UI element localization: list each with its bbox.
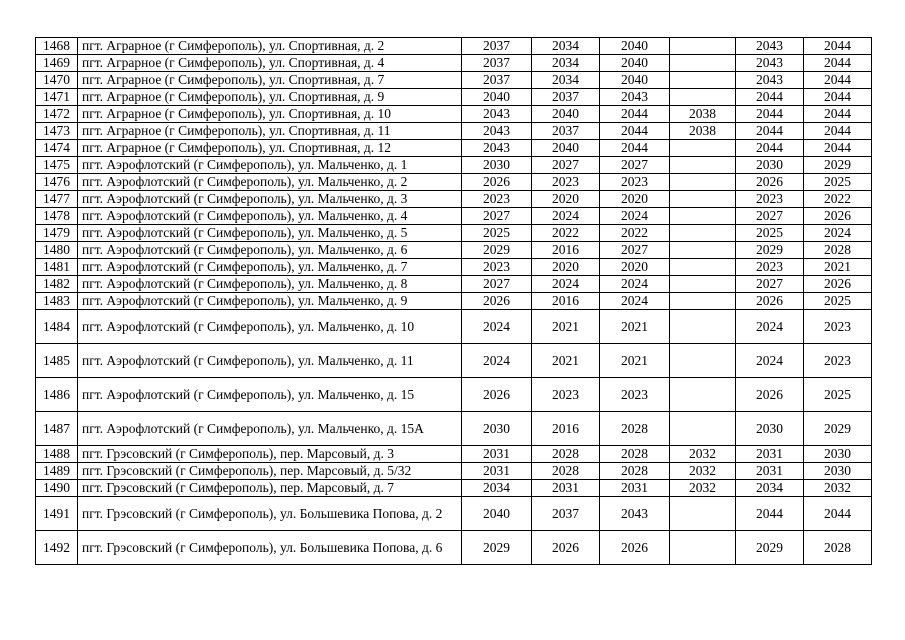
year-cell-4 [670, 242, 736, 259]
table-body [36, 38, 872, 565]
year-cell-4: 2038 [670, 106, 736, 123]
year-cell-1: 2024 [462, 344, 532, 378]
year-cell-3: 2040 [600, 55, 670, 72]
year-cell-1: 2040 [462, 497, 532, 531]
year-cell-3: 2028 [600, 412, 670, 446]
year-cell-2: 2027 [532, 157, 600, 174]
year-cell-5: 2030 [736, 412, 804, 446]
row-number-cell: 1471 [36, 89, 78, 106]
year-cell-1: 2043 [462, 123, 532, 140]
year-cell-4 [670, 72, 736, 89]
year-cell-3: 2024 [600, 208, 670, 225]
table-row [36, 191, 872, 208]
year-cell-3: 2031 [600, 480, 670, 497]
year-cell-4 [670, 191, 736, 208]
year-cell-5: 2026 [736, 378, 804, 412]
year-cell-4 [670, 497, 736, 531]
year-cell-1: 2024 [462, 310, 532, 344]
year-cell-2: 2026 [532, 531, 600, 565]
year-cell-4 [670, 378, 736, 412]
row-number-cell: 1469 [36, 55, 78, 72]
row-number-cell: 1472 [36, 106, 78, 123]
address-cell: пгт. Аэрофлотский (г Симферополь), ул. Мальченко, д. 15А [78, 412, 462, 446]
housing-repair-schedule-table [35, 37, 872, 565]
row-number-cell: 1492 [36, 531, 78, 565]
table-row [36, 140, 872, 157]
address-cell: пгт. Аэрофлотский (г Симферополь), ул. Мальченко, д. 1 [78, 157, 462, 174]
row-number-cell: 1480 [36, 242, 78, 259]
table-row [36, 72, 872, 89]
year-cell-4 [670, 208, 736, 225]
address-cell: пгт. Грэсовский (г Симферополь), пер. Марсовый, д. 7 [78, 480, 462, 497]
row-number-cell: 1485 [36, 344, 78, 378]
year-cell-6: 2044 [804, 497, 872, 531]
year-cell-2: 2037 [532, 497, 600, 531]
year-cell-1: 2034 [462, 480, 532, 497]
row-number-cell: 1476 [36, 174, 78, 191]
address-cell: пгт. Аэрофлотский (г Симферополь), ул. Мальченко, д. 3 [78, 191, 462, 208]
year-cell-1: 2037 [462, 38, 532, 55]
year-cell-4: 2032 [670, 480, 736, 497]
year-cell-5: 2031 [736, 463, 804, 480]
year-cell-4 [670, 310, 736, 344]
year-cell-3: 2044 [600, 140, 670, 157]
year-cell-2: 2022 [532, 225, 600, 242]
year-cell-4 [670, 38, 736, 55]
year-cell-5: 2043 [736, 55, 804, 72]
year-cell-6: 2026 [804, 276, 872, 293]
table-row [36, 106, 872, 123]
year-cell-2: 2021 [532, 310, 600, 344]
year-cell-6: 2025 [804, 174, 872, 191]
year-cell-6: 2030 [804, 463, 872, 480]
row-number-cell: 1482 [36, 276, 78, 293]
year-cell-6: 2044 [804, 38, 872, 55]
year-cell-4: 2032 [670, 446, 736, 463]
year-cell-6: 2023 [804, 310, 872, 344]
table-row [36, 259, 872, 276]
year-cell-5: 2044 [736, 106, 804, 123]
address-cell: пгт. Аэрофлотский (г Симферополь), ул. Мальченко, д. 8 [78, 276, 462, 293]
year-cell-3: 2020 [600, 259, 670, 276]
address-cell: пгт. Грэсовский (г Симферополь), ул. Большевика Попова, д. 2 [78, 497, 462, 531]
year-cell-2: 2020 [532, 191, 600, 208]
address-cell: пгт. Аграрное (г Симферополь), ул. Спортивная, д. 12 [78, 140, 462, 157]
year-cell-4 [670, 412, 736, 446]
year-cell-4 [670, 259, 736, 276]
table-row [36, 276, 872, 293]
row-number-cell: 1484 [36, 310, 78, 344]
year-cell-1: 2043 [462, 106, 532, 123]
table-row [36, 446, 872, 463]
table-row [36, 497, 872, 531]
row-number-cell: 1479 [36, 225, 78, 242]
address-cell: пгт. Аграрное (г Симферополь), ул. Спортивная, д. 7 [78, 72, 462, 89]
year-cell-3: 2022 [600, 225, 670, 242]
address-cell: пгт. Аграрное (г Симферополь), ул. Спортивная, д. 2 [78, 38, 462, 55]
year-cell-4 [670, 344, 736, 378]
year-cell-5: 2023 [736, 191, 804, 208]
year-cell-1: 2027 [462, 276, 532, 293]
year-cell-3: 2023 [600, 174, 670, 191]
year-cell-1: 2026 [462, 174, 532, 191]
year-cell-5: 2044 [736, 89, 804, 106]
row-number-cell: 1486 [36, 378, 78, 412]
row-number-cell: 1491 [36, 497, 78, 531]
year-cell-3: 2024 [600, 293, 670, 310]
year-cell-5: 2026 [736, 293, 804, 310]
table-row [36, 242, 872, 259]
year-cell-1: 2025 [462, 225, 532, 242]
year-cell-1: 2029 [462, 242, 532, 259]
year-cell-6: 2029 [804, 157, 872, 174]
year-cell-2: 2020 [532, 259, 600, 276]
year-cell-6: 2030 [804, 446, 872, 463]
year-cell-1: 2030 [462, 157, 532, 174]
year-cell-2: 2024 [532, 208, 600, 225]
year-cell-6: 2029 [804, 412, 872, 446]
row-number-cell: 1483 [36, 293, 78, 310]
address-cell: пгт. Аграрное (г Симферополь), ул. Спортивная, д. 10 [78, 106, 462, 123]
year-cell-5: 2043 [736, 38, 804, 55]
row-number-cell: 1481 [36, 259, 78, 276]
year-cell-2: 2034 [532, 55, 600, 72]
year-cell-6: 2025 [804, 293, 872, 310]
table-row [36, 293, 872, 310]
address-cell: пгт. Аграрное (г Симферополь), ул. Спортивная, д. 11 [78, 123, 462, 140]
table-row [36, 531, 872, 565]
address-cell: пгт. Аэрофлотский (г Симферополь), ул. Мальченко, д. 10 [78, 310, 462, 344]
year-cell-5: 2025 [736, 225, 804, 242]
year-cell-3: 2028 [600, 446, 670, 463]
year-cell-4 [670, 293, 736, 310]
year-cell-1: 2026 [462, 378, 532, 412]
year-cell-3: 2027 [600, 157, 670, 174]
year-cell-6: 2028 [804, 531, 872, 565]
year-cell-1: 2029 [462, 531, 532, 565]
year-cell-6: 2044 [804, 123, 872, 140]
year-cell-5: 2024 [736, 310, 804, 344]
year-cell-3: 2044 [600, 123, 670, 140]
year-cell-3: 2027 [600, 242, 670, 259]
year-cell-4 [670, 89, 736, 106]
row-number-cell: 1477 [36, 191, 78, 208]
year-cell-4: 2032 [670, 463, 736, 480]
address-cell: пгт. Аэрофлотский (г Симферополь), ул. Мальченко, д. 9 [78, 293, 462, 310]
year-cell-4 [670, 531, 736, 565]
year-cell-6: 2026 [804, 208, 872, 225]
address-cell: пгт. Грэсовский (г Симферополь), ул. Большевика Попова, д. 6 [78, 531, 462, 565]
year-cell-3: 2021 [600, 344, 670, 378]
row-number-cell: 1473 [36, 123, 78, 140]
year-cell-5: 2031 [736, 446, 804, 463]
year-cell-3: 2043 [600, 497, 670, 531]
year-cell-3: 2040 [600, 72, 670, 89]
year-cell-4 [670, 225, 736, 242]
year-cell-5: 2044 [736, 140, 804, 157]
address-cell: пгт. Аэрофлотский (г Симферополь), ул. Мальченко, д. 2 [78, 174, 462, 191]
address-cell: пгт. Аграрное (г Симферополь), ул. Спортивная, д. 4 [78, 55, 462, 72]
row-number-cell: 1474 [36, 140, 78, 157]
year-cell-5: 2044 [736, 497, 804, 531]
year-cell-6: 2044 [804, 89, 872, 106]
year-cell-5: 2026 [736, 174, 804, 191]
year-cell-2: 2028 [532, 446, 600, 463]
table-row [36, 225, 872, 242]
year-cell-1: 2030 [462, 412, 532, 446]
year-cell-6: 2022 [804, 191, 872, 208]
table-row [36, 55, 872, 72]
year-cell-6: 2024 [804, 225, 872, 242]
year-cell-3: 2020 [600, 191, 670, 208]
year-cell-4 [670, 157, 736, 174]
year-cell-2: 2040 [532, 140, 600, 157]
year-cell-2: 2021 [532, 344, 600, 378]
year-cell-3: 2043 [600, 89, 670, 106]
year-cell-2: 2037 [532, 89, 600, 106]
table-row [36, 208, 872, 225]
address-cell: пгт. Аэрофлотский (г Симферополь), ул. Мальченко, д. 5 [78, 225, 462, 242]
address-cell: пгт. Аэрофлотский (г Симферополь), ул. Мальченко, д. 6 [78, 242, 462, 259]
year-cell-4 [670, 140, 736, 157]
year-cell-6: 2032 [804, 480, 872, 497]
year-cell-3: 2040 [600, 38, 670, 55]
table-row [36, 89, 872, 106]
year-cell-2: 2016 [532, 293, 600, 310]
year-cell-6: 2028 [804, 242, 872, 259]
address-cell: пгт. Аэрофлотский (г Симферополь), ул. Мальченко, д. 4 [78, 208, 462, 225]
year-cell-3: 2026 [600, 531, 670, 565]
year-cell-1: 2031 [462, 463, 532, 480]
year-cell-5: 2027 [736, 276, 804, 293]
table-row [36, 38, 872, 55]
address-cell: пгт. Грэсовский (г Симферополь), пер. Марсовый, д. 3 [78, 446, 462, 463]
year-cell-2: 2031 [532, 480, 600, 497]
address-cell: пгт. Аэрофлотский (г Симферополь), ул. Мальченко, д. 11 [78, 344, 462, 378]
table-row [36, 463, 872, 480]
row-number-cell: 1470 [36, 72, 78, 89]
year-cell-5: 2029 [736, 242, 804, 259]
year-cell-1: 2040 [462, 89, 532, 106]
year-cell-1: 2043 [462, 140, 532, 157]
year-cell-5: 2030 [736, 157, 804, 174]
address-cell: пгт. Аэрофлотский (г Симферополь), ул. Мальченко, д. 7 [78, 259, 462, 276]
year-cell-6: 2021 [804, 259, 872, 276]
year-cell-5: 2044 [736, 123, 804, 140]
year-cell-4 [670, 55, 736, 72]
table-row [36, 310, 872, 344]
year-cell-1: 2023 [462, 259, 532, 276]
table-row [36, 480, 872, 497]
year-cell-3: 2044 [600, 106, 670, 123]
year-cell-3: 2024 [600, 276, 670, 293]
table-row [36, 412, 872, 446]
year-cell-2: 2034 [532, 72, 600, 89]
year-cell-2: 2034 [532, 38, 600, 55]
year-cell-2: 2024 [532, 276, 600, 293]
row-number-cell: 1478 [36, 208, 78, 225]
year-cell-5: 2027 [736, 208, 804, 225]
year-cell-6: 2044 [804, 55, 872, 72]
year-cell-5: 2043 [736, 72, 804, 89]
year-cell-2: 2037 [532, 123, 600, 140]
year-cell-4: 2038 [670, 123, 736, 140]
year-cell-5: 2029 [736, 531, 804, 565]
year-cell-1: 2027 [462, 208, 532, 225]
year-cell-3: 2021 [600, 310, 670, 344]
table-row [36, 378, 872, 412]
year-cell-2: 2016 [532, 242, 600, 259]
table-row [36, 123, 872, 140]
year-cell-2: 2023 [532, 174, 600, 191]
year-cell-1: 2023 [462, 191, 532, 208]
year-cell-2: 2023 [532, 378, 600, 412]
address-cell: пгт. Аграрное (г Симферополь), ул. Спортивная, д. 9 [78, 89, 462, 106]
row-number-cell: 1475 [36, 157, 78, 174]
table-row [36, 174, 872, 191]
table-row [36, 157, 872, 174]
year-cell-5: 2024 [736, 344, 804, 378]
year-cell-6: 2025 [804, 378, 872, 412]
year-cell-1: 2037 [462, 55, 532, 72]
year-cell-4 [670, 174, 736, 191]
year-cell-6: 2044 [804, 72, 872, 89]
address-cell: пгт. Грэсовский (г Симферополь), пер. Марсовый, д. 5/32 [78, 463, 462, 480]
year-cell-2: 2016 [532, 412, 600, 446]
row-number-cell: 1468 [36, 38, 78, 55]
year-cell-6: 2044 [804, 106, 872, 123]
table-row [36, 344, 872, 378]
year-cell-1: 2031 [462, 446, 532, 463]
year-cell-2: 2040 [532, 106, 600, 123]
address-cell: пгт. Аэрофлотский (г Симферополь), ул. Мальченко, д. 15 [78, 378, 462, 412]
year-cell-4 [670, 276, 736, 293]
year-cell-5: 2023 [736, 259, 804, 276]
row-number-cell: 1488 [36, 446, 78, 463]
year-cell-6: 2044 [804, 140, 872, 157]
row-number-cell: 1489 [36, 463, 78, 480]
row-number-cell: 1490 [36, 480, 78, 497]
year-cell-3: 2028 [600, 463, 670, 480]
year-cell-1: 2026 [462, 293, 532, 310]
year-cell-1: 2037 [462, 72, 532, 89]
row-number-cell: 1487 [36, 412, 78, 446]
year-cell-6: 2023 [804, 344, 872, 378]
year-cell-2: 2028 [532, 463, 600, 480]
year-cell-3: 2023 [600, 378, 670, 412]
year-cell-5: 2034 [736, 480, 804, 497]
